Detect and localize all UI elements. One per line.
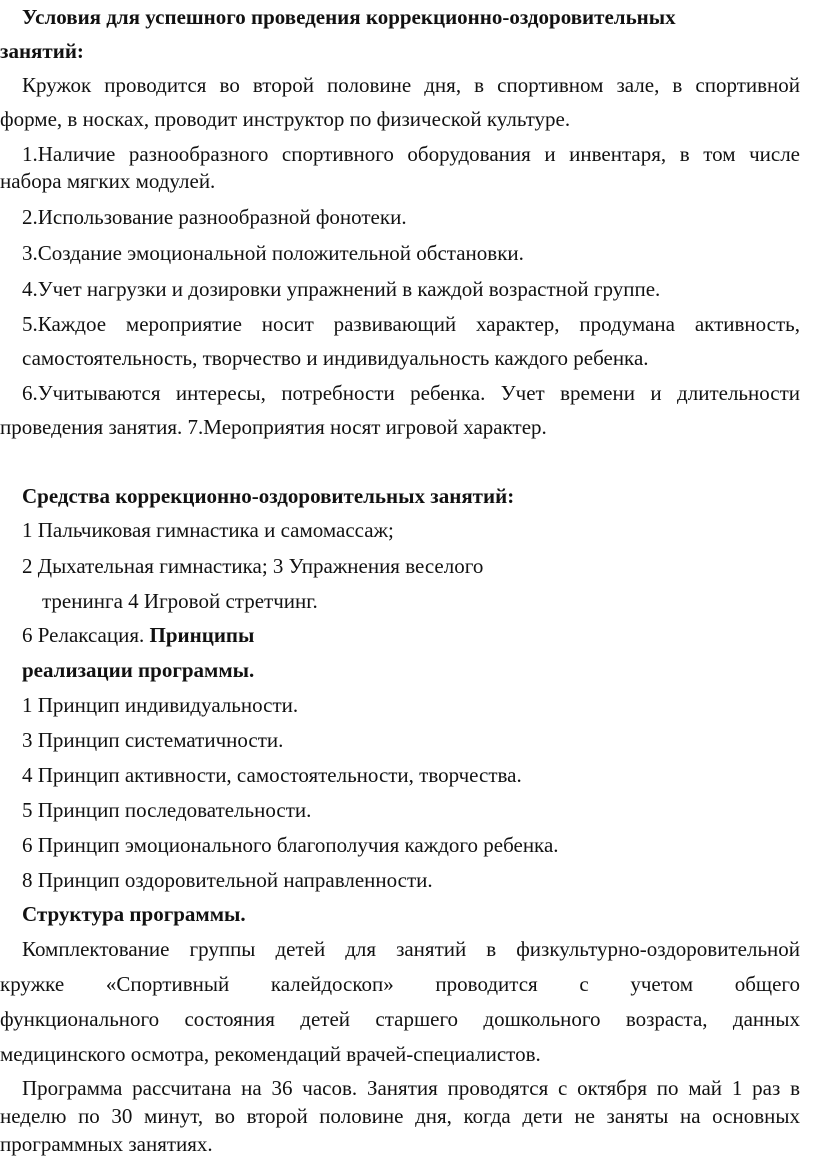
condition-item-6-line2: проведения занятия. 7.Мероприятия носят игровой характер. [0,415,547,439]
condition-item-5-line1: 5.Каждое мероприятие носит развивающий характер, продумана активность, [22,312,800,336]
condition-item-5-line2: самостоятельность, творчество и индивидуальность каждого ребенка. [22,346,649,370]
principles-heading-part2: реализации программы. [22,658,255,682]
structure-para1-line1: Комплектование группы детей для занятий в физкультурно-оздоровительной [22,937,800,961]
condition-item-1-line1: 1.Наличие разнообразного спортивного оборудования и инвентаря, в том числе [22,142,800,166]
means-line-2: 2 Дыхательная гимнастика; 3 Упражнения веселого [22,554,484,578]
conditions-intro-line2: форме, в носках, проводит инструктор по физической культуре. [0,107,571,131]
structure-para1-line3: функционального состояния детей старшего дошкольного возраста, данных [0,1007,800,1031]
principle-8: 8 Принцип оздоровительной направленности. [22,868,433,892]
principle-6: 6 Принцип эмоционального благополучия каждого ребенка. [22,833,559,857]
structure-heading: Структура программы. [22,902,246,926]
relaxation-text: 6 Релаксация. [22,623,150,647]
structure-para2-line1: Программа рассчитана на 36 часов. Занятия проводятся с октября по май 1 раз в [22,1076,800,1100]
condition-item-4: 4.Учет нагрузки и дозировки упражнений в каждой возрастной группе. [22,277,661,301]
principle-5: 5 Принцип последовательности. [22,798,312,822]
condition-item-2: 2.Использование разнообразной фонотеки. [22,205,407,229]
means-line-4 [22,622,254,648]
means-line-1: 1 Пальчиковая гимнастика и самомассаж; [22,518,394,542]
conditions-heading-line2: занятий: [0,39,84,63]
conditions-intro-line1: Кружок проводится во второй половине дня, в спортивном зале, в спортивной [22,73,800,97]
principle-4: 4 Принцип активности, самостоятельности, творчества. [22,763,522,787]
principles-heading-part1: Принципы [149,623,255,647]
structure-para1-line2: кружке «Спортивный калейдоскоп» проводится с учетом общего [0,972,800,996]
structure-para2-line3: программных занятиях. [0,1132,213,1156]
structure-para1-line4: медицинского осмотра, рекомендаций врачей-специалистов. [0,1042,541,1066]
means-heading: Средства коррекционно-оздоровительных занятий: [22,484,515,508]
condition-item-6-line1: 6.Учитываются интересы, потребности ребенка. Учет времени и длительности [22,381,800,405]
principle-1: 1 Принцип индивидуальности. [22,693,299,717]
conditions-heading-line1: Условия для успешного проведения коррекционно-оздоровительных [22,5,676,29]
structure-para2-line2: неделю по 30 минут, во второй половине дня, когда дети не заняты на основных [0,1104,800,1128]
principle-3: 3 Принцип систематичности. [22,728,284,752]
condition-item-3: 3.Создание эмоциональной положительной обстановки. [22,241,524,265]
means-line-3: тренинга 4 Игровой стретчинг. [42,589,318,613]
condition-item-1-line2: набора мягких модулей. [0,169,216,193]
